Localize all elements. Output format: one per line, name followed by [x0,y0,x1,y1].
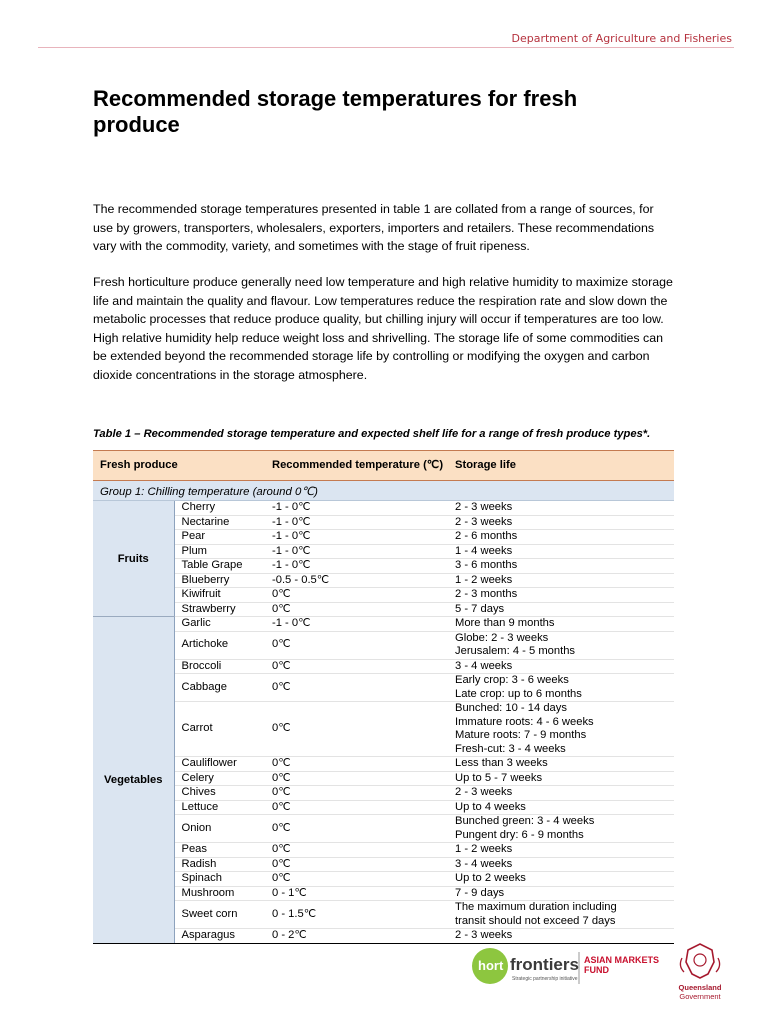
vegetables-category-label: Vegetables [93,617,174,944]
temperature-value: 0 - 1.5℃ [265,901,448,929]
storage-life-value: Less than 3 weeks [448,757,674,772]
frontiers-word: frontiers [510,955,579,974]
produce-name: Pear [174,530,265,545]
temperature-value: 0℃ [265,843,448,858]
table-row [93,588,674,603]
produce-name: Nectarine [174,515,265,530]
table-row [93,901,674,929]
table-caption: Table 1 – Recommended storage temperature and expected shelf life for a range of fresh produce types*. [93,428,651,440]
table-row [93,515,674,530]
produce-name: Cherry [174,501,265,516]
produce-name: Cabbage [174,674,265,702]
fund-text: FUND [584,965,609,975]
storage-table [93,450,674,944]
table-row [93,659,674,674]
storage-life-value: Bunched green: 3 - 4 weeks Pungent dry: 6 - 9 months [448,815,674,843]
produce-name: Lettuce [174,800,265,815]
header-fresh-produce: Fresh produce [93,451,265,481]
government-text: Government [679,992,721,1001]
produce-name: Garlic [174,617,265,632]
produce-name: Artichoke [174,631,265,659]
storage-life-value: 3 - 4 weeks [448,659,674,674]
temperature-value: 0 - 1℃ [265,886,448,901]
table-row [93,602,674,617]
temperature-value: 0℃ [265,815,448,843]
header-storage-life: Storage life [448,451,674,481]
group-label: Group 1: Chilling temperature (around 0℃) [93,481,674,501]
storage-life-value: Bunched: 10 - 14 days Immature roots: 4 - 6 weeks Mature roots: 7 - 9 months Fresh-cut: 3 - 4 weeks [448,702,674,757]
table-row [93,501,674,516]
temperature-value: 0℃ [265,757,448,772]
storage-life-value: 3 - 4 weeks [448,857,674,872]
temperature-value: -0.5 - 0.5℃ [265,573,448,588]
asian-markets-fund-logo [584,955,659,975]
storage-life-value: 3 - 6 months [448,559,674,574]
produce-name: Table Grape [174,559,265,574]
produce-name: Plum [174,544,265,559]
temperature-value: 0℃ [265,702,448,757]
produce-name: Cauliflower [174,757,265,772]
fruits-category-label: Fruits [93,501,174,617]
table-row [93,886,674,901]
page-title: Recommended storage temperatures for fresh produce [93,86,578,137]
qld-crest-shield-icon [694,954,706,966]
produce-name: Onion [174,815,265,843]
table-row [93,800,674,815]
produce-name: Broccoli [174,659,265,674]
temperature-value: 0℃ [265,674,448,702]
storage-life-value: More than 9 months [448,617,674,632]
produce-name: Sweet corn [174,901,265,929]
storage-life-value: 1 - 4 weeks [448,544,674,559]
temperature-value: -1 - 0℃ [265,559,448,574]
temperature-value: -1 - 0℃ [265,501,448,516]
intro-paragraph: The recommended storage temperatures presented in table 1 are collated from a range of sources, for use by growers, transporters, wholesalers, exporters, importers and retailers. These recommendations vary with the commodity, variety, and sometimes with the stage of fruit ripeness. [93,202,655,253]
storage-life-value: 1 - 2 weeks [448,573,674,588]
produce-name: Strawberry [174,602,265,617]
storage-life-value: 2 - 3 weeks [448,929,674,944]
storage-life-value: Up to 2 weeks [448,872,674,887]
footer-logos [470,940,740,1012]
storage-life-value: 2 - 6 months [448,530,674,545]
hort-frontiers-logo [472,948,579,984]
temperature-value: -1 - 0℃ [265,515,448,530]
temperature-value: 0℃ [265,602,448,617]
produce-name: Radish [174,857,265,872]
produce-name: Chives [174,786,265,801]
storage-life-value: 7 - 9 days [448,886,674,901]
temperature-value: 0℃ [265,631,448,659]
table-row [93,786,674,801]
table-row [93,559,674,574]
temperature-value: 0℃ [265,872,448,887]
header-temperature: Recommended temperature (℃) [265,451,448,481]
produce-name: Celery [174,771,265,786]
storage-life-value: 5 - 7 days [448,602,674,617]
produce-name: Spinach [174,872,265,887]
temperature-value: 0℃ [265,786,448,801]
temperature-value: -1 - 0℃ [265,544,448,559]
storage-life-value: 2 - 3 weeks [448,786,674,801]
frontiers-tagline: Strategic partnership initiative [512,976,578,982]
table-row [93,872,674,887]
storage-life-value: Up to 5 - 7 weeks [448,771,674,786]
temperature-value: -1 - 0℃ [265,530,448,545]
temperature-value: 0℃ [265,771,448,786]
table-row [93,530,674,545]
queensland-text: Queensland [678,983,722,992]
temperature-value: -1 - 0℃ [265,617,448,632]
queensland-government-logo [679,944,722,1001]
temperature-value: 0℃ [265,857,448,872]
produce-name: Kiwifruit [174,588,265,603]
table-row [93,544,674,559]
temperature-value: 0℃ [265,659,448,674]
produce-name: Peas [174,843,265,858]
body-paragraph: Fresh horticulture produce generally need low temperature and high relative humidity to maximize storage life and maintain the quality and flavour. Low temperatures reduce the respiration rate and slow down the metabolic processes that reduce produce quality, but chilling injury will occur if temperatures are too low. High relative humidity help reduce weight loss and shrivelling. The storage life of some commodities can be extended beyond the recommended storage life by controlling or modifying the oxygen and carbon dioxide concentrations in the storage atmosphere. [93,275,673,382]
table-row [93,857,674,872]
table-row [93,815,674,843]
header-rule [38,47,734,48]
table-row [93,771,674,786]
temperature-value: 0 - 2℃ [265,929,448,944]
department-name: Department of Agriculture and Fisheries [511,32,732,45]
qld-crest-icon [686,944,714,978]
table-row [93,573,674,588]
storage-life-value: Early crop: 3 - 6 weeks Late crop: up to 6 months [448,674,674,702]
group-row [93,481,674,501]
asian-markets-text: ASIAN MARKETS [584,955,660,965]
table-row [93,617,674,632]
table-row [93,843,674,858]
temperature-value: 0℃ [265,800,448,815]
hort-word: hort [478,958,504,973]
storage-life-value: 2 - 3 weeks [448,501,674,516]
storage-life-value: The maximum duration including transit should not exceed 7 days [448,901,674,929]
produce-name: Blueberry [174,573,265,588]
storage-life-value: Up to 4 weeks [448,800,674,815]
table-row [93,757,674,772]
produce-name: Mushroom [174,886,265,901]
table-row [93,674,674,702]
table-row [93,631,674,659]
table-header-row [93,451,674,481]
storage-life-value: 1 - 2 weeks [448,843,674,858]
storage-life-value: 2 - 3 weeks [448,515,674,530]
produce-name: Asparagus [174,929,265,944]
storage-life-value: Globe: 2 - 3 weeks Jerusalem: 4 - 5 months [448,631,674,659]
storage-life-value: 2 - 3 months [448,588,674,603]
table-row [93,702,674,757]
produce-name: Carrot [174,702,265,757]
temperature-value: 0℃ [265,588,448,603]
